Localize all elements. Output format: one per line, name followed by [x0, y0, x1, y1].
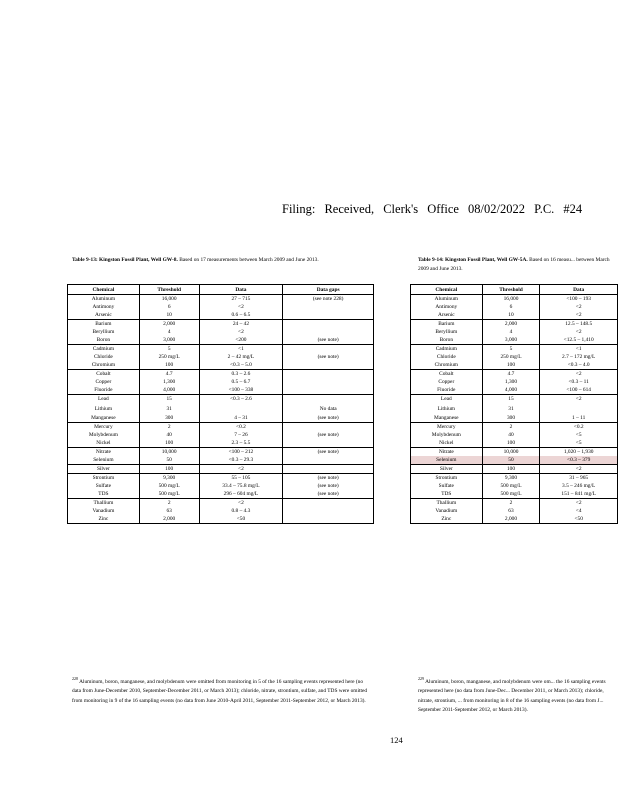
- chemical-cell: Cadmium: [411, 345, 483, 354]
- data-cell: <0.3 – 2.6: [199, 395, 283, 404]
- footnote-text: Aluminum, boron, manganese, and molybdenum were om... the 16 sampling events represented here (no data from June-Dec... December 2011, or March 2013); chloride, nitrate, strontium, ... from monitoring in 8 of the 16 sampling events (no data from J... September 2011-September 2012, or March 2013).: [418, 678, 606, 714]
- table-row: [68, 303, 374, 311]
- table-row: [68, 295, 374, 304]
- data-gap-cell: [283, 499, 374, 508]
- threshold-cell: 50: [482, 456, 540, 465]
- data-cell: <2: [540, 311, 618, 320]
- table-row: [411, 456, 618, 465]
- table-row: [68, 395, 374, 404]
- table-row: [411, 423, 618, 432]
- data-gap-cell: (see note): [283, 490, 374, 499]
- right-caption-title: Table 9-14: Kingston Fossil Plant, Well GW-5A.: [418, 257, 528, 263]
- table-row: [411, 386, 618, 395]
- threshold-cell: 2,000: [139, 515, 199, 524]
- table-row: [68, 431, 374, 439]
- threshold-cell: 10: [482, 311, 540, 320]
- table-row: [68, 482, 374, 490]
- table-row: [68, 507, 374, 515]
- data-cell: 2.7 – 172 mg/L: [540, 353, 618, 361]
- chemical-cell: Selenium: [68, 456, 140, 465]
- data-gap-cell: No data: [283, 403, 374, 414]
- threshold-cell: 4.7: [482, 370, 540, 379]
- data-gap-cell: (see note): [283, 448, 374, 457]
- threshold-cell: 10,000: [139, 448, 199, 457]
- col-data-gaps: Data gaps: [283, 285, 374, 295]
- chemical-cell: Selenium: [411, 456, 483, 465]
- table-row: [411, 439, 618, 448]
- chemical-cell: Chromium: [411, 361, 483, 370]
- threshold-cell: 300: [139, 414, 199, 423]
- data-gap-cell: [283, 439, 374, 448]
- threshold-cell: 40: [482, 431, 540, 439]
- data-gap-cell: [283, 370, 374, 379]
- table-row: [411, 431, 618, 439]
- threshold-cell: 100: [482, 361, 540, 370]
- chemical-cell: Antimony: [68, 303, 140, 311]
- data-cell: <50: [199, 515, 283, 524]
- table-row: [68, 386, 374, 395]
- chemical-cell: Antimony: [411, 303, 483, 311]
- data-cell: <5: [540, 431, 618, 439]
- chemical-cell: Lead: [411, 395, 483, 404]
- table-row: [68, 456, 374, 465]
- chemical-cell: Boron: [68, 336, 140, 345]
- data-gap-cell: [283, 507, 374, 515]
- right-table: [410, 284, 618, 524]
- chemical-cell: Molybdenum: [68, 431, 140, 439]
- chemical-cell: Barium: [68, 320, 140, 329]
- chemical-cell: Thallium: [68, 499, 140, 508]
- data-cell: 2.3 – 5.5: [199, 439, 283, 448]
- threshold-cell: 250 mg/L: [482, 353, 540, 361]
- chemical-cell: TDS: [68, 490, 140, 499]
- data-gap-cell: (see note): [283, 336, 374, 345]
- chemical-cell: Mercury: [68, 423, 140, 432]
- threshold-cell: 16,000: [482, 295, 540, 304]
- threshold-cell: 50: [139, 456, 199, 465]
- chemical-cell: Sulfate: [68, 482, 140, 490]
- threshold-cell: 500 mg/L: [139, 482, 199, 490]
- threshold-cell: 4,000: [139, 386, 199, 395]
- table-row: [68, 499, 374, 508]
- col-threshold: Threshold: [139, 285, 199, 295]
- data-cell: <0.3 – 11: [540, 378, 618, 386]
- data-gap-cell: [283, 320, 374, 329]
- table-row: [411, 414, 618, 423]
- table-row: [411, 361, 618, 370]
- data-cell: <12.5 – 1,410: [540, 336, 618, 345]
- table-row: [411, 378, 618, 386]
- data-gap-cell: [283, 328, 374, 336]
- data-cell: 0.6 – 6.5: [199, 311, 283, 320]
- chemical-cell: Beryllium: [411, 328, 483, 336]
- right-table-caption: [418, 256, 618, 274]
- data-cell: <0.3 – 29.3: [199, 456, 283, 465]
- data-cell: <0.2: [540, 423, 618, 432]
- table-row: [68, 353, 374, 361]
- table-row: [68, 423, 374, 432]
- threshold-cell: 3,000: [482, 336, 540, 345]
- data-cell: 3.5 – 246 mg/L: [540, 482, 618, 490]
- data-cell: 0.3 – 2.6: [199, 370, 283, 379]
- data-cell: 1 – 11: [540, 414, 618, 423]
- chemical-cell: Nitrate: [411, 448, 483, 457]
- chemical-cell: Nickel: [411, 439, 483, 448]
- chemical-cell: Boron: [411, 336, 483, 345]
- data-gap-cell: (see note): [283, 474, 374, 483]
- data-cell: 1,020 – 1,930: [540, 448, 618, 457]
- data-cell: <5: [540, 439, 618, 448]
- chemical-cell: Zinc: [68, 515, 140, 524]
- chemical-cell: Silver: [68, 465, 140, 474]
- table-row: [68, 474, 374, 483]
- threshold-cell: 15: [482, 395, 540, 404]
- chemical-cell: Manganese: [411, 414, 483, 423]
- table-row: [411, 465, 618, 474]
- data-gap-cell: [283, 345, 374, 354]
- data-cell: 0.8 – 4.3: [199, 507, 283, 515]
- chemical-cell: Barium: [411, 320, 483, 329]
- table-row: [411, 370, 618, 379]
- chemical-cell: Thallium: [411, 499, 483, 508]
- data-cell: 55 – 105: [199, 474, 283, 483]
- data-cell: <100 – 338: [199, 386, 283, 395]
- chemical-cell: Lead: [68, 395, 140, 404]
- table-row: [68, 515, 374, 524]
- data-gap-cell: [283, 456, 374, 465]
- table-row: [68, 345, 374, 354]
- table-row: [411, 295, 618, 304]
- data-cell: <50: [540, 515, 618, 524]
- threshold-cell: 2: [139, 423, 199, 432]
- threshold-cell: 31: [139, 403, 199, 414]
- table-row: [68, 414, 374, 423]
- threshold-cell: 250 mg/L: [139, 353, 199, 361]
- col-data: Data: [540, 285, 618, 295]
- chemical-cell: Manganese: [68, 414, 140, 423]
- chemical-cell: Nickel: [68, 439, 140, 448]
- data-cell: <100 – 193: [540, 295, 618, 304]
- table-row: [411, 320, 618, 329]
- threshold-cell: 500 mg/L: [482, 482, 540, 490]
- data-cell: 24 – 42: [199, 320, 283, 329]
- data-cell: <2: [540, 370, 618, 379]
- table-row: [411, 499, 618, 508]
- table-row: [411, 490, 618, 499]
- chemical-cell: Cobalt: [411, 370, 483, 379]
- data-cell: <100 – 614: [540, 386, 618, 395]
- threshold-cell: 100: [139, 361, 199, 370]
- col-chemical: Chemical: [411, 285, 483, 295]
- threshold-cell: 6: [139, 303, 199, 311]
- left-table-caption: [72, 256, 352, 265]
- table-row: [411, 345, 618, 354]
- chemical-cell: Copper: [68, 378, 140, 386]
- col-threshold: Threshold: [482, 285, 540, 295]
- threshold-cell: 63: [482, 507, 540, 515]
- threshold-cell: 4,000: [482, 386, 540, 395]
- data-gap-cell: (see note 228): [283, 295, 374, 304]
- threshold-cell: 2: [482, 423, 540, 432]
- threshold-cell: 100: [139, 439, 199, 448]
- table-row: [411, 336, 618, 345]
- data-cell: <2: [199, 303, 283, 311]
- threshold-cell: 10,000: [482, 448, 540, 457]
- chemical-cell: Chloride: [411, 353, 483, 361]
- threshold-cell: 15: [139, 395, 199, 404]
- data-cell: 0.5 – 6.7: [199, 378, 283, 386]
- threshold-cell: 100: [482, 465, 540, 474]
- table-row: [68, 490, 374, 499]
- data-cell: 33.4 – 75.8 mg/L: [199, 482, 283, 490]
- data-cell: <1: [199, 345, 283, 354]
- threshold-cell: 2: [139, 499, 199, 508]
- data-cell: <2: [540, 499, 618, 508]
- table-row: [411, 448, 618, 457]
- threshold-cell: 1,300: [139, 378, 199, 386]
- threshold-cell: 6: [482, 303, 540, 311]
- left-caption-text: Based on 17 measurements between March 2009 and June 2013.: [179, 257, 319, 263]
- data-cell: 151 – 841 mg/L: [540, 490, 618, 499]
- chemical-cell: Chloride: [68, 353, 140, 361]
- chemical-cell: Arsenic: [411, 311, 483, 320]
- data-cell: <200: [199, 336, 283, 345]
- chemical-cell: Arsenic: [68, 311, 140, 320]
- threshold-cell: 2,000: [139, 320, 199, 329]
- table-row: [68, 328, 374, 336]
- threshold-cell: 31: [482, 403, 540, 414]
- threshold-cell: 9,300: [482, 474, 540, 483]
- data-cell: 7 – 26: [199, 431, 283, 439]
- footnote-number: 229: [418, 676, 424, 681]
- chemical-cell: Sulfate: [411, 482, 483, 490]
- chemical-cell: Nitrate: [68, 448, 140, 457]
- data-cell: <0.3 – 379: [540, 456, 618, 465]
- table-row: [411, 303, 618, 311]
- threshold-cell: 100: [482, 439, 540, 448]
- col-data: Data: [199, 285, 283, 295]
- chemical-cell: Vanadium: [68, 507, 140, 515]
- data-cell: <2: [199, 328, 283, 336]
- data-cell: <2: [540, 465, 618, 474]
- data-gap-cell: [283, 378, 374, 386]
- data-cell: <4: [540, 507, 618, 515]
- left-caption-title: Table 9-13: Kingston Fossil Plant, Well GW-8.: [72, 257, 178, 263]
- threshold-cell: 2,000: [482, 515, 540, 524]
- footnote-text: Aluminum, boron, manganese, and molybdenum were omitted from monitoring in 5 of the 16 sampling events represented here (no data from June-December 2010, September-December 2011, or March 2013); chloride, nitrate, strontium, sulfate, and TDS were omitted from monitoring in 9 of the 16 sampling events (no data from June 2010-April 2011, September 2011-September 2012, or March 2013).: [72, 678, 368, 704]
- data-gap-cell: [283, 423, 374, 432]
- table-row: [411, 353, 618, 361]
- data-gap-cell: (see note): [283, 482, 374, 490]
- chemical-cell: Zinc: [411, 515, 483, 524]
- chemical-cell: Beryllium: [68, 328, 140, 336]
- table-row: [68, 336, 374, 345]
- data-gap-cell: (see note): [283, 431, 374, 439]
- threshold-cell: 5: [139, 345, 199, 354]
- chemical-cell: Cadmium: [68, 345, 140, 354]
- threshold-cell: 4: [139, 328, 199, 336]
- data-cell: <1: [540, 345, 618, 354]
- threshold-cell: 4: [482, 328, 540, 336]
- chemical-cell: Chromium: [68, 361, 140, 370]
- threshold-cell: 3,000: [139, 336, 199, 345]
- chemical-cell: Strontium: [68, 474, 140, 483]
- data-cell: <0.3 – 5.0: [199, 361, 283, 370]
- threshold-cell: 9,300: [139, 474, 199, 483]
- left-footnote: [72, 674, 372, 706]
- threshold-cell: 300: [482, 414, 540, 423]
- table-row: [411, 507, 618, 515]
- chemical-cell: Fluoride: [68, 386, 140, 395]
- chemical-cell: Vanadium: [411, 507, 483, 515]
- table-row: [68, 403, 374, 414]
- data-cell: <2: [540, 303, 618, 311]
- table-row: [68, 320, 374, 329]
- data-cell: <0.3 – 4.0: [540, 361, 618, 370]
- data-gap-cell: [283, 386, 374, 395]
- data-cell: <2: [199, 499, 283, 508]
- data-cell: <0.2: [199, 423, 283, 432]
- data-gap-cell: (see note): [283, 414, 374, 423]
- data-gap-cell: [283, 361, 374, 370]
- threshold-cell: 500 mg/L: [482, 490, 540, 499]
- threshold-cell: 500 mg/L: [139, 490, 199, 499]
- data-gap-cell: [283, 395, 374, 404]
- chemical-cell: Silver: [411, 465, 483, 474]
- chemical-cell: Aluminum: [68, 295, 140, 304]
- threshold-cell: 4.7: [139, 370, 199, 379]
- table-row: [411, 395, 618, 404]
- table-row: [68, 370, 374, 379]
- table-row: [411, 328, 618, 336]
- table-row: [411, 474, 618, 483]
- col-chemical: Chemical: [68, 285, 140, 295]
- threshold-cell: 40: [139, 431, 199, 439]
- chemical-cell: Aluminum: [411, 295, 483, 304]
- threshold-cell: 1,300: [482, 378, 540, 386]
- chemical-cell: Cobalt: [68, 370, 140, 379]
- data-cell: <2: [199, 465, 283, 474]
- threshold-cell: 100: [139, 465, 199, 474]
- table-row: [68, 465, 374, 474]
- threshold-cell: 16,000: [139, 295, 199, 304]
- data-cell: 4 – 31: [199, 414, 283, 423]
- left-table: [67, 284, 374, 524]
- data-cell: <2: [540, 395, 618, 404]
- data-cell: 296 – 604 mg/L: [199, 490, 283, 499]
- data-gap-cell: [283, 515, 374, 524]
- table-row: [411, 311, 618, 320]
- chemical-cell: Strontium: [411, 474, 483, 483]
- data-cell: <2: [540, 328, 618, 336]
- threshold-cell: 2,000: [482, 320, 540, 329]
- table-row: [68, 439, 374, 448]
- data-gap-cell: [283, 303, 374, 311]
- data-cell: 31 – 965: [540, 474, 618, 483]
- data-cell: <100 – 212: [199, 448, 283, 457]
- page-number: 124: [390, 735, 403, 745]
- threshold-cell: 5: [482, 345, 540, 354]
- data-cell: [540, 403, 618, 414]
- chemical-cell: Molybdenum: [411, 431, 483, 439]
- threshold-cell: 2: [482, 499, 540, 508]
- data-cell: 27 – 715: [199, 295, 283, 304]
- chemical-cell: Lithium: [68, 403, 140, 414]
- chemical-cell: Fluoride: [411, 386, 483, 395]
- data-cell: 2 – 42 mg/L: [199, 353, 283, 361]
- footnote-number: 228: [72, 676, 78, 681]
- data-gap-cell: [283, 311, 374, 320]
- threshold-cell: 10: [139, 311, 199, 320]
- right-footnote: [418, 674, 618, 716]
- table-row: [68, 361, 374, 370]
- data-cell: [199, 403, 283, 414]
- table-row: [411, 482, 618, 490]
- chemical-cell: Lithium: [411, 403, 483, 414]
- table-row: [411, 515, 618, 524]
- right-caption-text: Based on 16 measu... between March 2009 and June 2013.: [418, 257, 610, 272]
- data-gap-cell: [283, 465, 374, 474]
- data-gap-cell: (see note): [283, 353, 374, 361]
- chemical-cell: Mercury: [411, 423, 483, 432]
- data-cell: 12.5 – 148.5: [540, 320, 618, 329]
- filing-stamp: Filing: Received, Clerk's Office 08/02/2022 P.C. #24: [282, 202, 583, 216]
- table-row: [411, 403, 618, 414]
- chemical-cell: Copper: [411, 378, 483, 386]
- table-row: [68, 378, 374, 386]
- chemical-cell: TDS: [411, 490, 483, 499]
- table-row: [68, 448, 374, 457]
- table-row: [68, 311, 374, 320]
- threshold-cell: 63: [139, 507, 199, 515]
